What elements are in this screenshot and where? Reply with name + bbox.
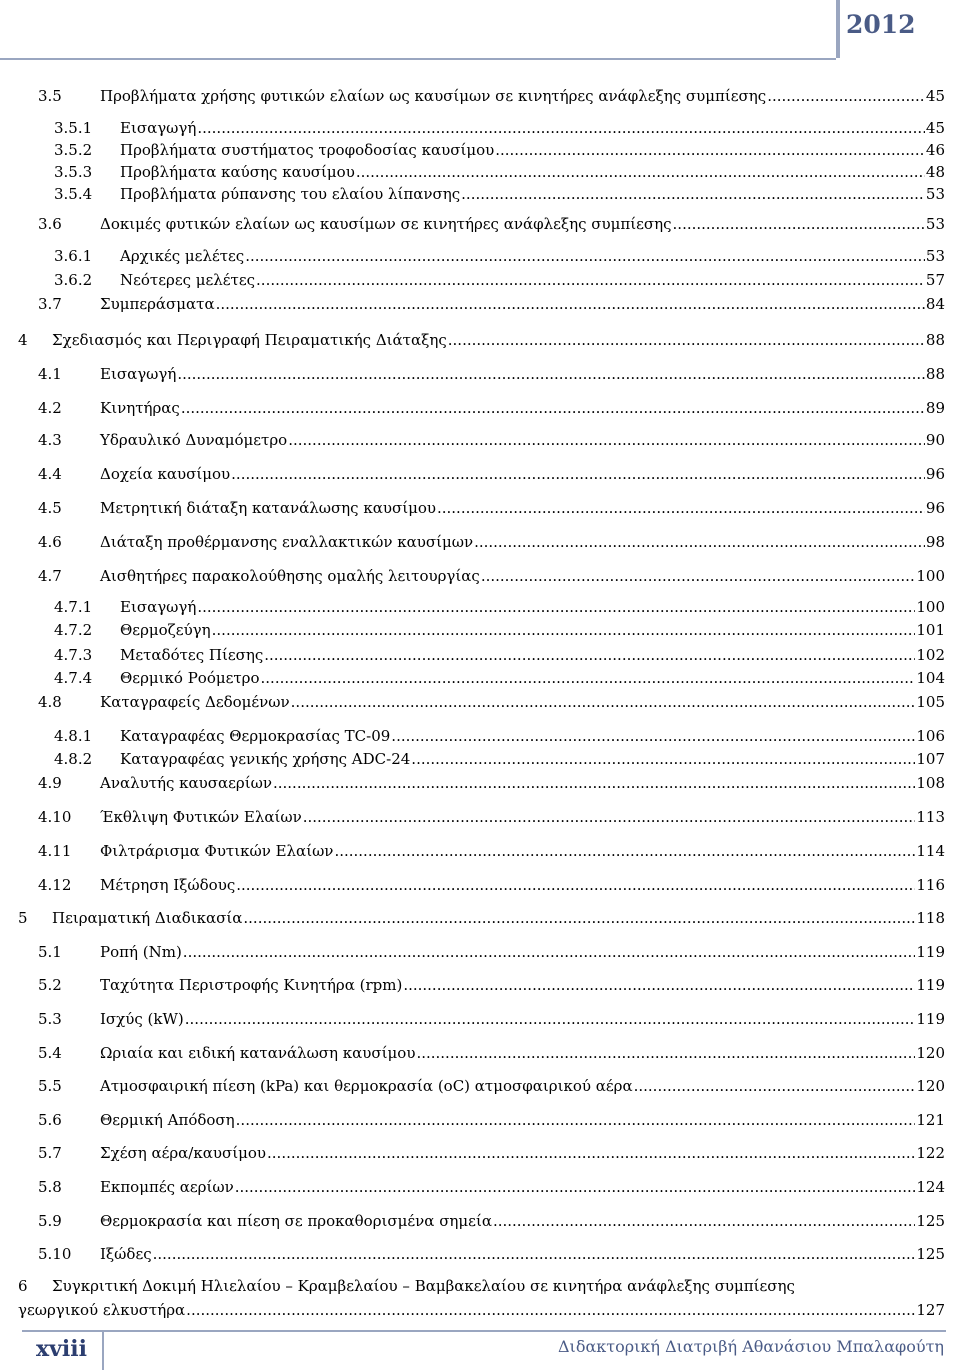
toc-entry[interactable] — [38, 1110, 945, 1130]
toc-entry-title: Εκπομπές αερίων — [100, 1178, 234, 1196]
toc-entry-title-continued: γεωργικού ελκυστήρα — [18, 1301, 186, 1319]
footer-thesis-title: Διδακτορική Διατριβή Αθανάσιου Μπαλαφούτη — [558, 1337, 944, 1356]
toc-entry-page: 45 — [925, 119, 945, 137]
footer-page-number: xviii — [36, 1336, 87, 1362]
toc-entry[interactable] — [38, 498, 945, 518]
toc-entry-number: 4.2 — [38, 399, 62, 417]
toc-entry-number: 3.5.3 — [54, 163, 93, 181]
toc-entry[interactable] — [38, 773, 945, 793]
toc-entry-number: 4.9 — [38, 774, 62, 792]
toc-entry[interactable] — [18, 1276, 795, 1296]
toc-leader-dots — [243, 908, 915, 928]
toc-entry-title: Αισθητήρες παρακολούθησης ομαλής λειτουργίας — [100, 567, 480, 585]
toc-leader-dots — [411, 749, 915, 769]
toc-entry-page: 45 — [925, 87, 945, 105]
toc-leader-dots — [391, 726, 915, 746]
toc-entry-number: 4 — [18, 331, 28, 349]
toc-entry-number: 4.7.3 — [54, 646, 93, 664]
toc-entry-page: 121 — [916, 1111, 945, 1129]
toc-entry-number: 4.6 — [38, 533, 62, 551]
toc-leader-dots — [264, 645, 915, 665]
toc-entry-number: 3.5.2 — [54, 141, 93, 159]
toc-leader-dots — [245, 246, 925, 266]
toc-entry-page: 125 — [916, 1212, 945, 1230]
toc-leader-dots — [403, 975, 915, 995]
toc-entry-page: 104 — [916, 669, 945, 687]
toc-leader-dots — [236, 875, 915, 895]
toc-entry-title: Καταγραφέας Θερμοκρασίας TC-09 — [120, 727, 391, 745]
toc-entry[interactable] — [38, 942, 945, 962]
toc-entry[interactable] — [38, 364, 945, 384]
toc-entry-page: 127 — [916, 1301, 945, 1319]
toc-leader-dots — [183, 942, 916, 962]
toc-entry-title: Προβλήματα συστήματος τροφοδοσίας καυσίμου — [120, 141, 495, 159]
toc-entry-title: Συμπεράσματα — [100, 295, 215, 313]
toc-entry[interactable] — [38, 975, 945, 995]
toc-leader-dots — [334, 841, 915, 861]
toc-entry-number: 4.11 — [38, 842, 72, 860]
toc-leader-dots — [185, 1009, 916, 1029]
toc-entry-number: 5.9 — [38, 1212, 62, 1230]
toc-entry-page: 98 — [925, 533, 945, 551]
toc-entry-page: 113 — [916, 808, 945, 826]
toc-entry[interactable] — [18, 908, 945, 928]
toc-leader-dots — [261, 668, 916, 688]
toc-entry-page: 46 — [925, 141, 945, 159]
toc-entry-page: 88 — [925, 365, 945, 383]
toc-entry-page: 107 — [916, 750, 945, 768]
toc-entry[interactable] — [38, 1043, 945, 1063]
toc-entry[interactable] — [54, 749, 945, 769]
toc-entry-number: 4.10 — [38, 808, 72, 826]
toc-entry-number: 4.1 — [38, 365, 62, 383]
toc-leader-dots — [212, 620, 916, 640]
toc-entry-page: 96 — [925, 465, 945, 483]
toc-entry[interactable] — [38, 86, 945, 106]
toc-entry[interactable] — [38, 1143, 945, 1163]
toc-entry-page: 53 — [925, 215, 945, 233]
toc-entry[interactable] — [38, 1244, 945, 1264]
toc-entry[interactable] — [54, 668, 945, 688]
toc-entry-title: Αναλυτής καυσαερίων — [100, 774, 272, 792]
toc-entry-page: 96 — [925, 499, 945, 517]
toc-leader-dots — [216, 294, 925, 314]
toc-entry-page: 118 — [916, 909, 945, 927]
toc-entry[interactable] — [38, 294, 945, 314]
toc-leader-dots — [291, 692, 916, 712]
toc-entry[interactable] — [38, 430, 945, 450]
toc-entry-title: Μετρητική διάταξη κατανάλωσης καυσίμου — [100, 499, 436, 517]
toc-leader-dots — [197, 118, 925, 138]
toc-entry[interactable] — [38, 692, 945, 712]
toc-entry-number: 5.7 — [38, 1144, 62, 1162]
toc-entry-number: 5.5 — [38, 1077, 62, 1095]
toc-entry-page: 114 — [916, 842, 945, 860]
toc-entry-number: 5.4 — [38, 1044, 62, 1062]
toc-entry-number: 4.8.1 — [54, 727, 93, 745]
toc-entry[interactable] — [54, 140, 945, 160]
toc-entry-title: Ιξώδες — [100, 1245, 152, 1263]
toc-entry-title: Σχέση αέρα/καυσίμου — [100, 1144, 267, 1162]
toc-entry[interactable] — [54, 597, 945, 617]
toc-entry-page: 53 — [925, 247, 945, 265]
toc-entry[interactable] — [38, 532, 945, 552]
footer-rule — [22, 1330, 946, 1332]
toc-leader-dots — [153, 1244, 916, 1264]
toc-leader-dots — [493, 1211, 915, 1231]
toc-entry[interactable] — [38, 841, 945, 861]
toc-entry-number: 3.5.1 — [54, 119, 93, 137]
toc-entry[interactable] — [54, 184, 945, 204]
toc-entry-page: 53 — [925, 185, 945, 203]
toc-entry-title: Κινητήρας — [100, 399, 180, 417]
toc-entry-number: 3.6 — [38, 215, 62, 233]
toc-entry-number: 6 — [18, 1277, 28, 1295]
toc-entry-title: Προβλήματα ρύπανσης του ελαίου λίπανσης — [120, 185, 461, 203]
toc-entry-number: 5.10 — [38, 1245, 72, 1263]
toc-entry[interactable] — [54, 118, 945, 138]
toc-leader-dots — [231, 464, 925, 484]
toc-entry[interactable] — [38, 566, 945, 586]
toc-entry-title: Νεότερες μελέτες — [120, 271, 256, 289]
header-year: 2012 — [846, 10, 916, 39]
toc-leader-dots — [236, 1110, 916, 1130]
toc-leader-dots — [448, 330, 925, 350]
toc-entry-number: 4.8 — [38, 693, 62, 711]
toc-entry-number: 5.6 — [38, 1111, 62, 1129]
toc-entry[interactable] — [38, 807, 945, 827]
toc-leader-dots — [256, 270, 925, 290]
toc-leader-dots — [267, 1143, 915, 1163]
toc-entry-title: Καταγραφέας γενικής χρήσης ADC-24 — [120, 750, 411, 768]
toc-entry-title: Ισχύς (kW) — [100, 1010, 184, 1028]
toc-entry-page: 102 — [916, 646, 945, 664]
toc-entry-page: 119 — [916, 1010, 945, 1028]
toc-entry-title: Υδραυλικό Δυναμόμετρο — [100, 431, 288, 449]
toc-entry-page: 84 — [925, 295, 945, 313]
toc-entry[interactable] — [54, 162, 945, 182]
toc-entry-number: 4.7 — [38, 567, 62, 585]
toc-leader-dots — [437, 498, 925, 518]
toc-entry-page: 119 — [916, 976, 945, 994]
toc-entry-number: 4.7.2 — [54, 621, 93, 639]
toc-entry[interactable] — [38, 1177, 945, 1197]
toc-leader-dots — [767, 86, 925, 106]
toc-entry-number: 3.6.1 — [54, 247, 93, 265]
toc-entry-number: 4.3 — [38, 431, 62, 449]
toc-entry-page: 125 — [916, 1245, 945, 1263]
toc-entry-page: 48 — [925, 163, 945, 181]
toc-entry-number: 4.12 — [38, 876, 72, 894]
toc-entry-title: Εισαγωγή — [120, 598, 197, 616]
toc-leader-dots — [474, 532, 925, 552]
toc-entry-number: 3.7 — [38, 295, 62, 313]
toc-entry-page: 122 — [916, 1144, 945, 1162]
toc-leader-dots — [177, 364, 925, 384]
toc-entry-number: 4.7.1 — [54, 598, 93, 616]
toc-entry[interactable] — [38, 464, 945, 484]
toc-entry-number: 5.1 — [38, 943, 62, 961]
toc-entry[interactable] — [54, 645, 945, 665]
toc-entry[interactable] — [38, 1009, 945, 1029]
toc-entry-page: 100 — [916, 598, 945, 616]
toc-entry[interactable] — [54, 620, 945, 640]
toc-entry-page: 88 — [925, 331, 945, 349]
toc-entry[interactable] — [38, 1211, 945, 1231]
toc-entry-number: 5.8 — [38, 1178, 62, 1196]
toc-entry-title: Εισαγωγή — [120, 119, 197, 137]
toc-entry-title: Φιλτράρισμα Φυτικών Ελαίων — [100, 842, 334, 860]
toc-entry[interactable] — [38, 398, 945, 418]
toc-leader-dots — [186, 1300, 915, 1320]
toc-leader-dots — [673, 214, 925, 234]
toc-entry-number: 4.8.2 — [54, 750, 93, 768]
toc-entry-title: Προβλήματα χρήσης φυτικών ελαίων ως καυσίμων σε κινητήρες ανάφλεξης συμπίεσης — [100, 87, 767, 105]
toc-entry-number: 5.3 — [38, 1010, 62, 1028]
toc-entry-title: Μεταδότες Πίεσης — [120, 646, 264, 664]
toc-entry-title: Ροπή (Nm) — [100, 943, 182, 961]
toc-entry-number: 5.2 — [38, 976, 62, 994]
toc-entry-page: 106 — [916, 727, 945, 745]
toc-entry-page: 120 — [916, 1077, 945, 1095]
toc-entry-page: 108 — [916, 774, 945, 792]
toc-entry-number: 5 — [18, 909, 28, 927]
toc-entry-page: 101 — [916, 621, 945, 639]
toc-entry[interactable] — [38, 214, 945, 234]
toc-entry[interactable] — [54, 246, 945, 266]
toc-entry-number: 3.5 — [38, 87, 62, 105]
toc-entry-page: 119 — [916, 943, 945, 961]
toc-leader-dots — [495, 140, 925, 160]
toc-entry-page: 124 — [916, 1178, 945, 1196]
toc-entry-page: 100 — [916, 567, 945, 585]
toc-entry-number: 4.4 — [38, 465, 62, 483]
toc-leader-dots — [461, 184, 925, 204]
toc-entry[interactable] — [54, 270, 945, 290]
toc-leader-dots — [356, 162, 925, 182]
toc-entry-title: Συγκριτική Δοκιμή Ηλιελαίου – Κραμβελαίου – Βαμβακελαίου σε κινητήρα ανάφλεξης συμπίεσης — [52, 1277, 795, 1295]
toc-entry-number: 4.5 — [38, 499, 62, 517]
toc-entry-title: Ατμοσφαιρική πίεση (kPa) και θερμοκρασία (οC) ατμοσφαιρικού αέρα — [100, 1077, 633, 1095]
toc-entry-page: 57 — [925, 271, 945, 289]
toc-entry-page: 89 — [925, 399, 945, 417]
toc-entry-title: Αρχικές μελέτες — [120, 247, 245, 265]
toc-entry-title: Δοκιμές φυτικών ελαίων ως καυσίμων σε κινητήρες ανάφλεξης συμπίεσης — [100, 215, 672, 233]
toc-entry-page: 120 — [916, 1044, 945, 1062]
toc-entry-title: Θερμοκρασία και πίεση σε προκαθορισμένα σημεία — [100, 1212, 492, 1230]
toc-entry-title: Εισαγωγή — [100, 365, 177, 383]
toc-leader-dots — [416, 1043, 915, 1063]
toc-entry-page: 116 — [916, 876, 945, 894]
toc-entry-page: 105 — [916, 693, 945, 711]
toc-entry-title: Διάταξη προθέρμανσης εναλλακτικών καυσίμων — [100, 533, 474, 551]
toc-entry[interactable] — [54, 726, 945, 746]
toc-leader-dots — [303, 807, 916, 827]
toc-entry-title: Μέτρηση Ιξώδους — [100, 876, 236, 894]
toc-entry[interactable] — [38, 1076, 945, 1096]
toc-entry-title: Δοχεία καυσίμου — [100, 465, 231, 483]
toc-entry[interactable] — [38, 875, 945, 895]
toc-entry-title: Πειραματική Διαδικασία — [52, 909, 243, 927]
toc-entry-title: Θερμική Απόδοση — [100, 1111, 235, 1129]
toc-entry-title: Προβλήματα καύσης καυσίμου — [120, 163, 355, 181]
toc-leader-dots — [235, 1177, 916, 1197]
toc-entry-number: 4.7.4 — [54, 669, 93, 687]
toc-entry-title: Ωριαία και ειδική κατανάλωση καυσίμου — [100, 1044, 416, 1062]
toc-leader-dots — [288, 430, 925, 450]
toc-entry-page: 90 — [925, 431, 945, 449]
toc-entry-title: Ταχύτητα Περιστροφής Κινητήρα (rpm) — [100, 976, 403, 994]
toc-entry-title: Έκθλιψη Φυτικών Ελαίων — [100, 808, 302, 826]
toc-leader-dots — [197, 597, 915, 617]
toc-entry-continuation[interactable] — [18, 1300, 945, 1320]
toc-leader-dots — [481, 566, 916, 586]
toc-leader-dots — [181, 398, 925, 418]
toc-leader-dots — [634, 1076, 916, 1096]
toc-entry-number: 3.5.4 — [54, 185, 93, 203]
toc-entry-number: 3.6.2 — [54, 271, 93, 289]
toc-entry-title: Σχεδιασμός και Περιγραφή Πειραματικής Διάταξης — [52, 331, 447, 349]
toc-entry-title: Καταγραφείς Δεδομένων — [100, 693, 290, 711]
toc-entry[interactable] — [18, 330, 945, 350]
toc-entry-title: Θερμοζεύγη — [120, 621, 211, 639]
toc-entry-title: Θερμικό Ροόμετρο — [120, 669, 260, 687]
toc-leader-dots — [273, 773, 915, 793]
